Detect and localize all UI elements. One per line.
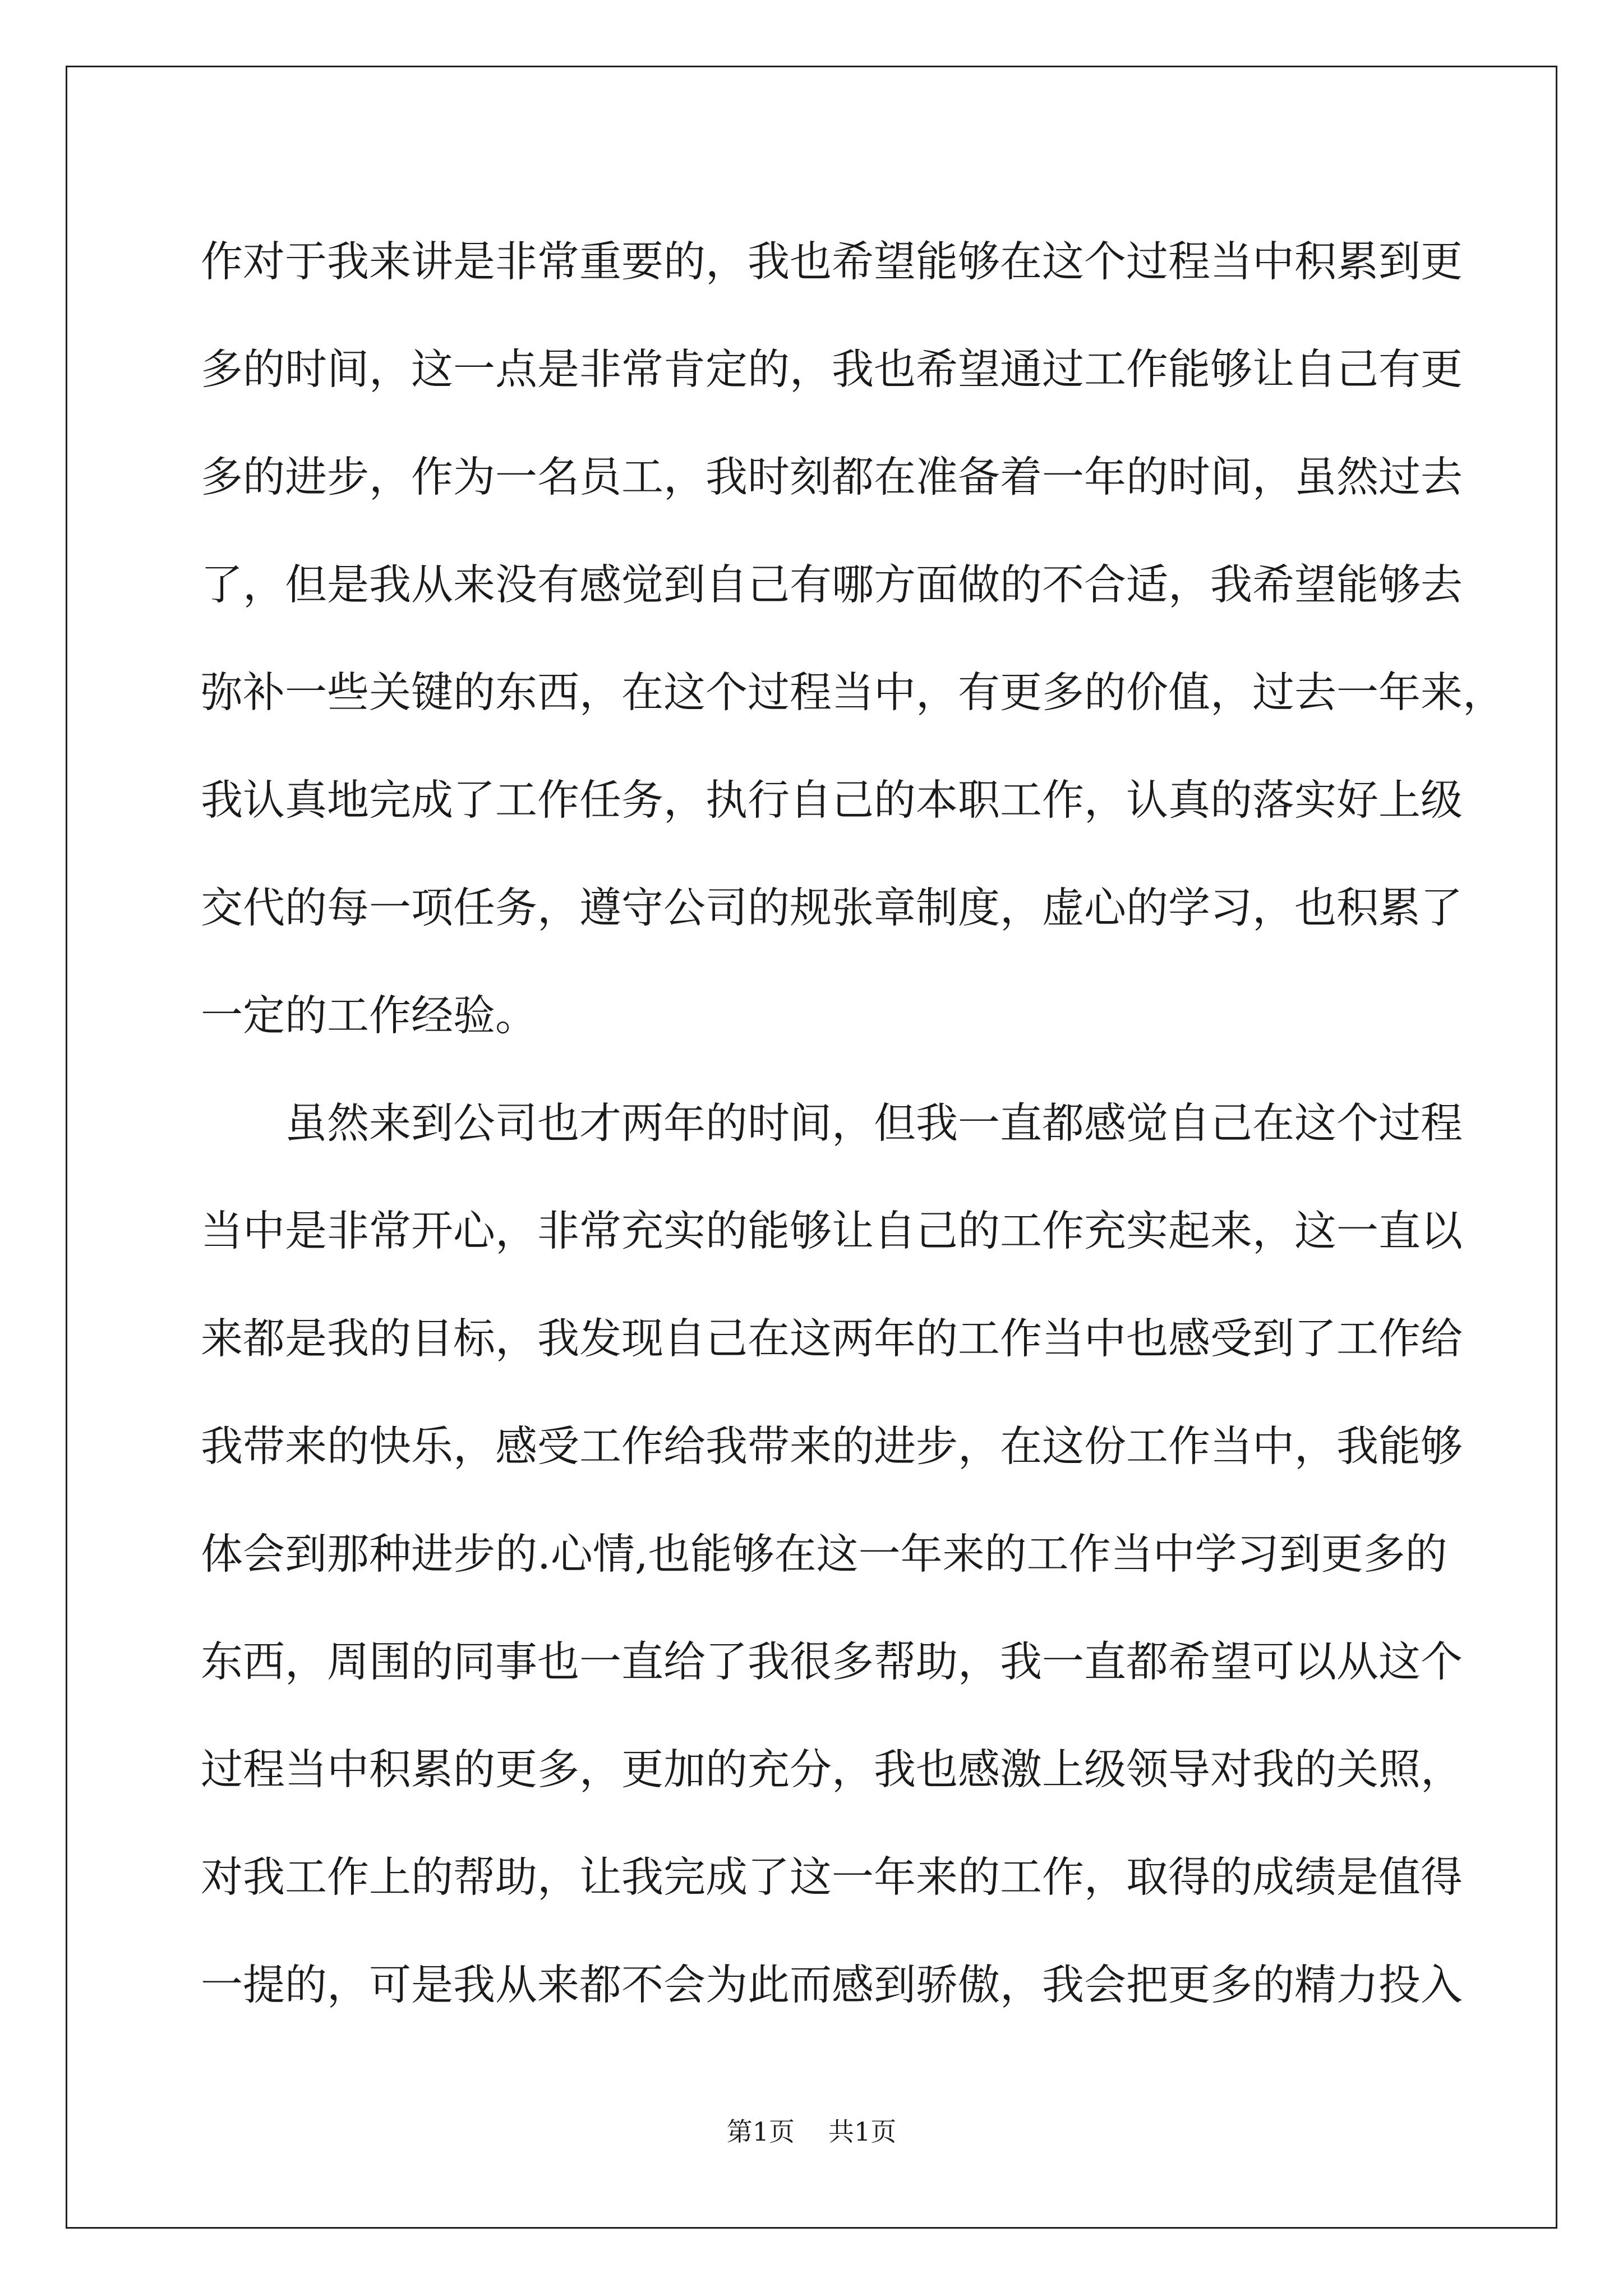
text-line: 东西，周围的同事也一直给了我很多帮助，我一直都希望可以从这个	[201, 1637, 1463, 1686]
text-line: 当中是非常开心，非常充实的能够让自己的工作充实起来，这一直以	[201, 1206, 1463, 1255]
text-line: 虽然来到公司也才两年的时间，但我一直都感觉自己在这个过程	[285, 1098, 1463, 1148]
text-line: 我认真地完成了工作任务，执行自己的本职工作，认真的落实好上级	[201, 775, 1463, 825]
text-line: 作对于我来讲是非常重要的，我也希望能够在这个过程当中积累到更	[201, 237, 1463, 286]
text-line: 交代的每一项任务，遵守公司的规张章制度，虚心的学习，也积累了	[201, 883, 1463, 932]
paragraph-2	[201, 1069, 1463, 2039]
page-footer	[0, 2115, 1623, 2148]
page-total: 共1页	[828, 2116, 897, 2147]
text-line: 弥补一些关键的东西，在这个过程当中，有更多的价值，过去一年来，	[201, 668, 1505, 717]
text-line: 一定的工作经验。	[201, 991, 538, 1040]
text-line: 了，但是我从来没有感觉到自己有哪方面做的不合适，我希望能够去	[201, 560, 1463, 609]
paragraph-1	[201, 208, 1505, 1069]
text-line: 来都是我的目标，我发现自己在这两年的工作当中也感受到了工作给	[201, 1314, 1463, 1363]
text-line: 体会到那种进步的.心情,也能够在这一年来的工作当中学习到更多的	[201, 1529, 1447, 1579]
text-line: 我带来的快乐，感受工作给我带来的进步，在这份工作当中，我能够	[201, 1421, 1463, 1471]
text-line: 一提的，可是我从来都不会为此而感到骄傲，我会把更多的精力投入	[201, 1960, 1463, 2009]
text-line: 多的进步，作为一名员工，我时刻都在准备着一年的时间，虽然过去	[201, 452, 1463, 501]
text-line: 多的时间，这一点是非常肯定的，我也希望通过工作能够让自己有更	[201, 344, 1463, 394]
text-line: 对我工作上的帮助，让我完成了这一年来的工作，取得的成绩是值得	[201, 1852, 1463, 1902]
page-number: 第1页	[726, 2116, 795, 2147]
text-line: 过程当中积累的更多，更加的充分，我也感激上级领导对我的关照，	[201, 1745, 1463, 1794]
document-body	[201, 208, 1505, 2039]
